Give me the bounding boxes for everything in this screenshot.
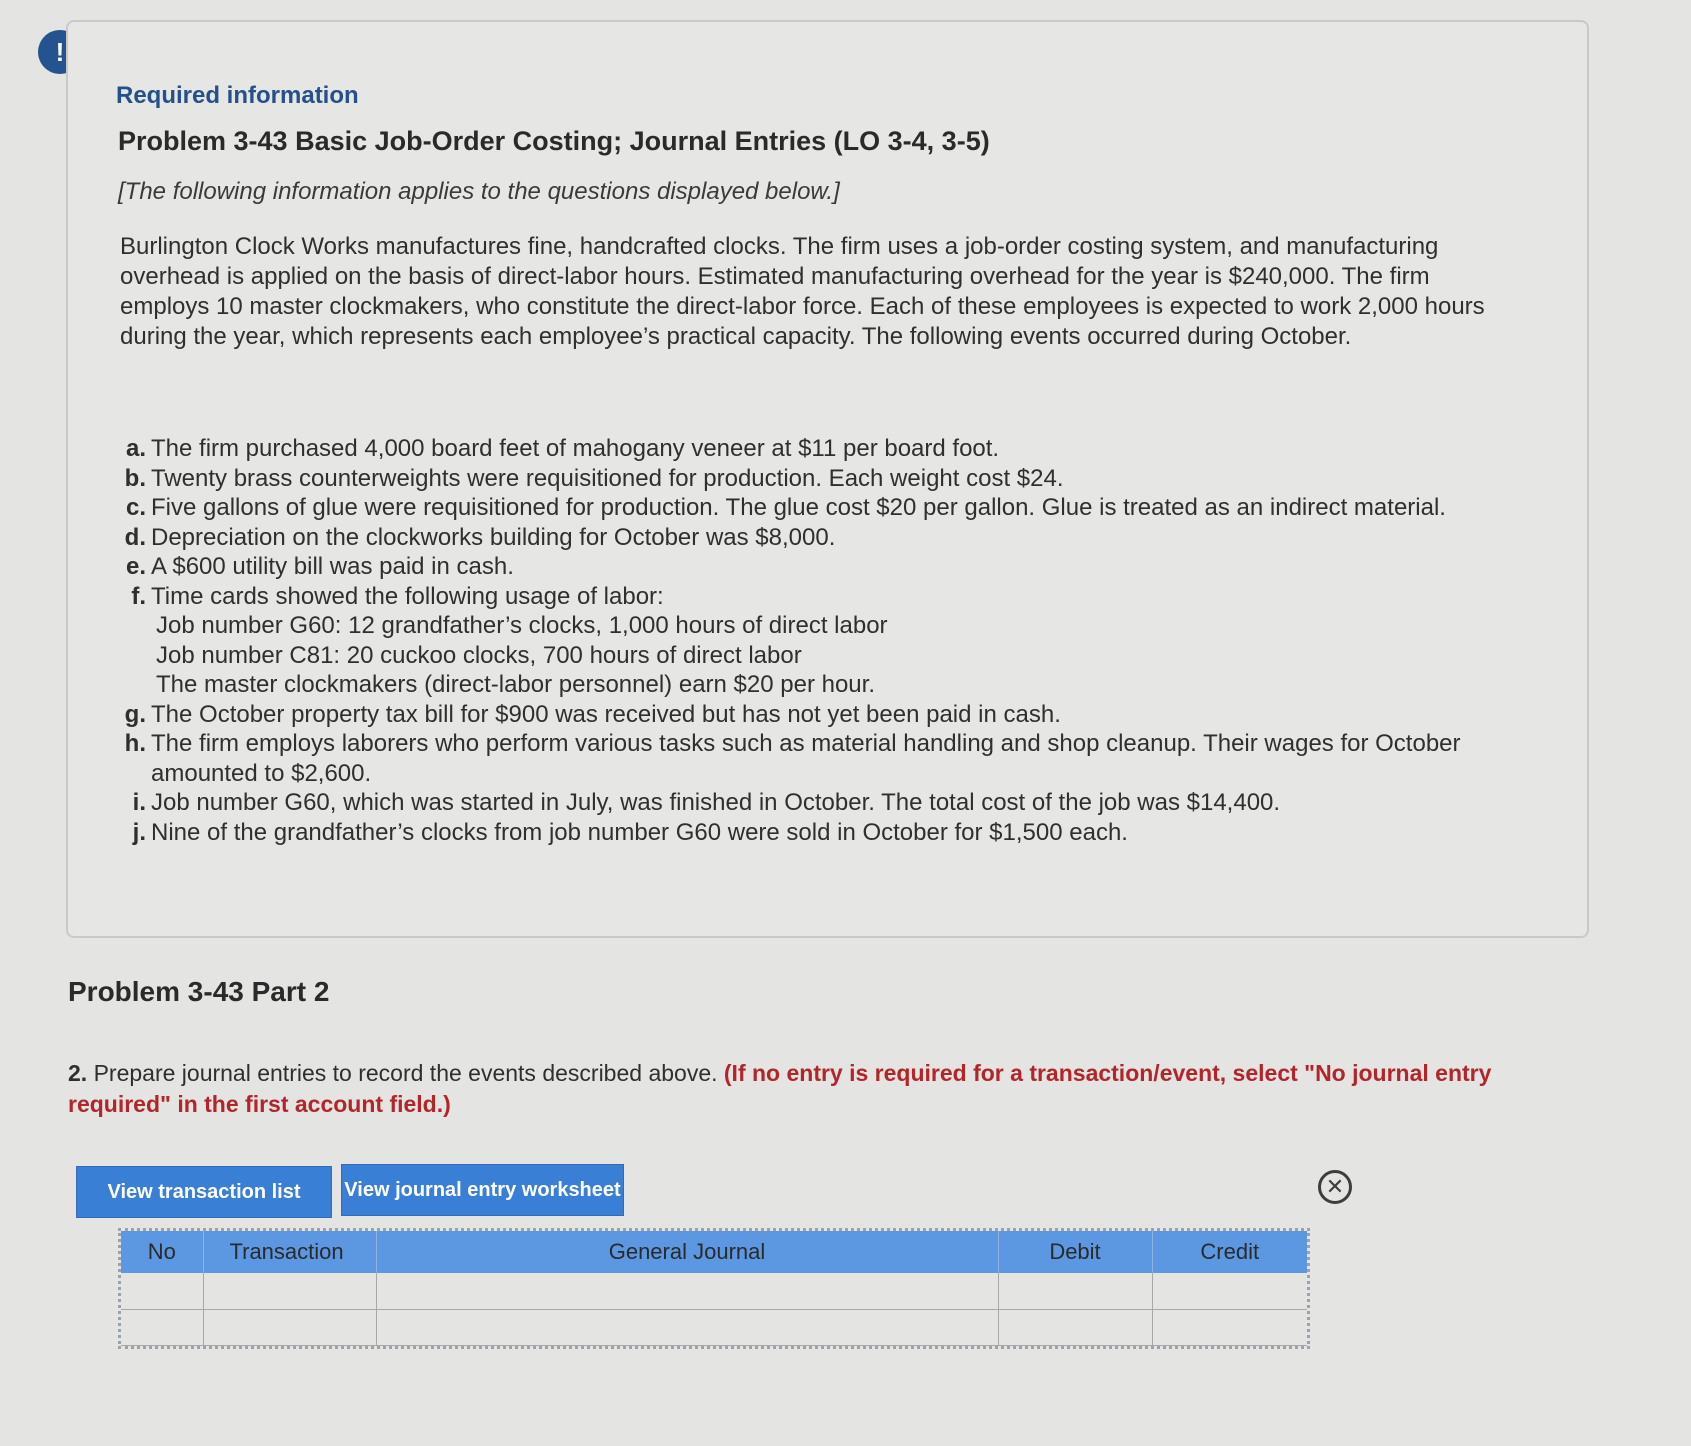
event-item-f [122,582,1502,612]
header-transaction: Transaction [203,1231,376,1273]
instruction-emphasis: (If no entry is required for a transaction/event, select "No journal entry required" in the first account field.) [68,1060,1492,1117]
event-letter: d. [124,523,146,551]
event-letter: i. [132,789,146,816]
event-text: Depreciation on the clockworks building for October was $8,000. [151,523,836,551]
alert-icon: ! [38,30,82,74]
table-header-row [121,1231,1307,1273]
instruction-number: 2. [68,1060,88,1086]
event-text: Nine of the grandfather’s clocks from job number G60 were sold in October for $1,500 each. [151,818,1128,846]
header-debit: Debit [998,1231,1152,1273]
required-information-label: Required information [116,82,359,109]
instruction-text [68,1058,1588,1120]
close-icon[interactable]: ✕ [1318,1170,1352,1204]
cell-no [121,1273,203,1309]
event-letter: e. [125,553,146,580]
event-item-d [122,523,1502,553]
event-item-b [122,464,1502,494]
event-text: Five gallons of glue were requisitioned for production. The glue cost $20 per gallon. Glue is treated as an indirect material. [151,494,1446,521]
view-journal-entry-worksheet-button[interactable]: View journal entry worksheet [341,1164,624,1216]
general-journal-table [118,1228,1310,1349]
part-title: Problem 3-43 Part 2 [68,976,330,1007]
info-note: [The following information applies to the questions displayed below.] [118,178,840,205]
cell-transaction [203,1273,376,1309]
labor-detail-c81: Job number C81: 20 cuckoo clocks, 700 hours of direct labor [156,641,802,669]
event-text: Time cards showed the following usage of labor: [151,582,664,610]
event-text: Twenty brass counterweights were requisitioned for production. Each weight cost $24. [151,464,1064,492]
event-item-e [122,552,1502,582]
event-text: Job number G60, which was started in July, was finished in October. The total cost of the job was $14,400. [151,789,1281,816]
event-item-g [122,700,1502,730]
problem-intro: Burlington Clock Works manufactures fine, handcrafted clocks. The firm uses a job-order costing system, and manufacturing overhead is applied on the basis of direct-labor hours. Estimated manufacturing overhead for the year is $240,000. The firm employs 10 master clockmakers, who constitute the direct-labor force. Each of these employees is expected to work 2,000 hours during the year, which represents each employee’s practical capacity. The following events occurred during October. [120,233,1485,350]
event-list [122,434,1502,847]
table-row [121,1309,1307,1345]
instruction-body: Prepare journal entries to record the events described above. [93,1060,718,1086]
event-letter: f. [131,582,146,610]
event-item-h [122,729,1502,788]
event-text: A $600 utility bill was paid in cash. [151,553,514,580]
event-item-j [122,818,1502,848]
table-row [121,1273,1307,1309]
cell-credit [1152,1273,1307,1309]
cell-credit [1152,1309,1307,1345]
header-credit: Credit [1152,1231,1307,1273]
event-item-c [122,493,1502,523]
cell-no [121,1309,203,1345]
cell-debit [998,1309,1152,1345]
event-text: The firm purchased 4,000 board feet of mahogany veneer at $11 per board foot. [151,435,1000,462]
event-text: The October property tax bill for $900 was received but has not yet been paid in cash. [151,700,1061,728]
cell-general-journal [376,1309,998,1345]
event-letter: h. [124,730,146,757]
event-text: The firm employs laborers who perform various tasks such as material handling and shop cleanup. Their wages for October amounted to $2,600. [151,730,1461,787]
problem-title: Problem 3-43 Basic Job-Order Costing; Journal Entries (LO 3-4, 3-5) [118,126,990,156]
view-transaction-list-button[interactable]: View transaction list [76,1166,332,1218]
cell-general-journal [376,1273,998,1309]
labor-detail-rate: The master clockmakers (direct-labor personnel) earn $20 per hour. [156,671,875,698]
event-letter: j. [132,818,146,846]
event-letter: b. [124,464,146,492]
header-general-journal: General Journal [376,1231,998,1273]
labor-detail-g60: Job number G60: 12 grandfather’s clocks, 1,000 hours of direct labor [156,612,888,639]
event-letter: c. [125,494,146,521]
event-item-a [122,434,1502,464]
cell-debit [998,1273,1152,1309]
cell-transaction [203,1309,376,1345]
event-item-i [122,788,1502,818]
event-letter: g. [124,700,146,728]
event-letter: a. [125,435,146,462]
header-no: No [121,1231,203,1273]
